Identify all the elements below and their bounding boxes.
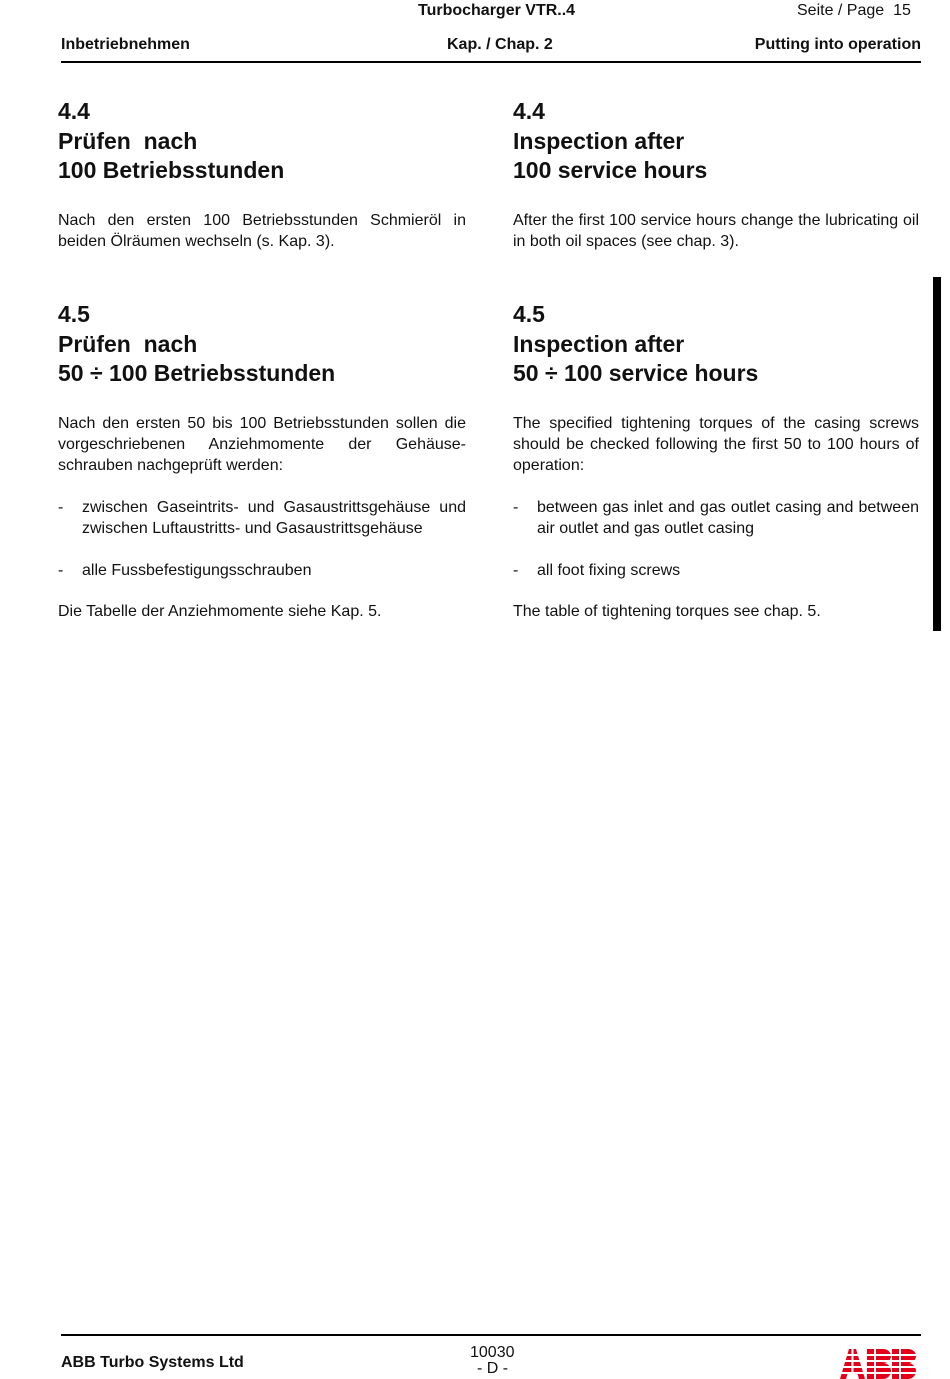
section-body: Nach den ersten 100 Betriebsstunden Schmieröl in beiden Ölräumen wechseln (s. Kap. 3). [58,211,466,250]
section-4-4-en [513,97,919,252]
section-note: The table of tightening torques see chap. 5. [513,602,821,620]
list-item-text: alle Fussbefestigungsschrauben [82,561,312,579]
list-item [513,497,919,539]
section-number: 4.4 [58,98,90,124]
list-item [513,560,919,581]
footer-doc-lang: - D - [477,1360,509,1377]
section-number: 4.4 [513,98,545,124]
header-left-label: Inbetriebnehmen [61,36,190,53]
header-right-label: Putting into operation [754,36,921,53]
header-chapter: Kap. / Chap. 2 [447,36,553,53]
footer-company: ABB Turbo Systems Ltd [61,1354,244,1371]
section-title-line1: Prüfen nach [58,330,198,357]
list-item-text: all foot fixing screws [537,561,681,579]
list-marker: - [513,498,519,516]
footer-doc-number: 10030 [470,1344,515,1361]
list-marker: - [513,561,519,579]
header-rule [61,61,921,63]
list-item-text: between gas inlet and gas outlet casing and between air outlet and gas outlet casing [537,498,919,537]
section-title-line2: 50 ÷ 100 service hours [513,360,759,386]
section-note: Die Tabelle der Anziehmomente siehe Kap. 5. [58,602,382,620]
revision-bar [933,277,941,631]
list-item-text: zwischen Gaseintrits- und Gasaustrittsgehäuse und zwischen Luftaustritts- und Gasaustrittsgehäuse [82,498,466,537]
footer-rule [61,1334,921,1336]
section-title-line2: 100 Betriebsstunden [58,157,285,183]
section-4-4-de [58,97,466,252]
document-title: Turbocharger VTR..4 [418,2,576,19]
section-title-line1: Inspection after [513,127,685,154]
section-title-line1: Prüfen nach [58,127,198,154]
list-item [58,497,466,539]
page-number: Seite / Page 15 [797,2,911,19]
section-title-line2: 100 service hours [513,157,708,183]
section-number: 4.5 [58,301,90,327]
list-marker: - [58,498,64,516]
section-body: Nach den ersten 50 bis 100 Betriebsstunden sollen die vorgeschriebenen Anziehmomente der Gehäuse-schrauben nachgeprüft werden: [58,414,466,474]
list-marker: - [58,561,64,579]
abb-logo [840,1349,918,1379]
section-body: The specified tightening torques of the casing screws should be checked following the first 50 to 100 hours of operation: [513,414,919,474]
section-4-5-en [513,300,919,622]
list-item [58,560,466,581]
section-number: 4.5 [513,301,545,327]
section-title-line2: 50 ÷ 100 Betriebsstunden [58,360,336,386]
section-4-5-de [58,300,466,622]
section-title-line1: Inspection after [513,330,685,357]
section-body: After the first 100 service hours change the lubricating oil in both oil spaces (see chap. 3). [513,211,919,250]
